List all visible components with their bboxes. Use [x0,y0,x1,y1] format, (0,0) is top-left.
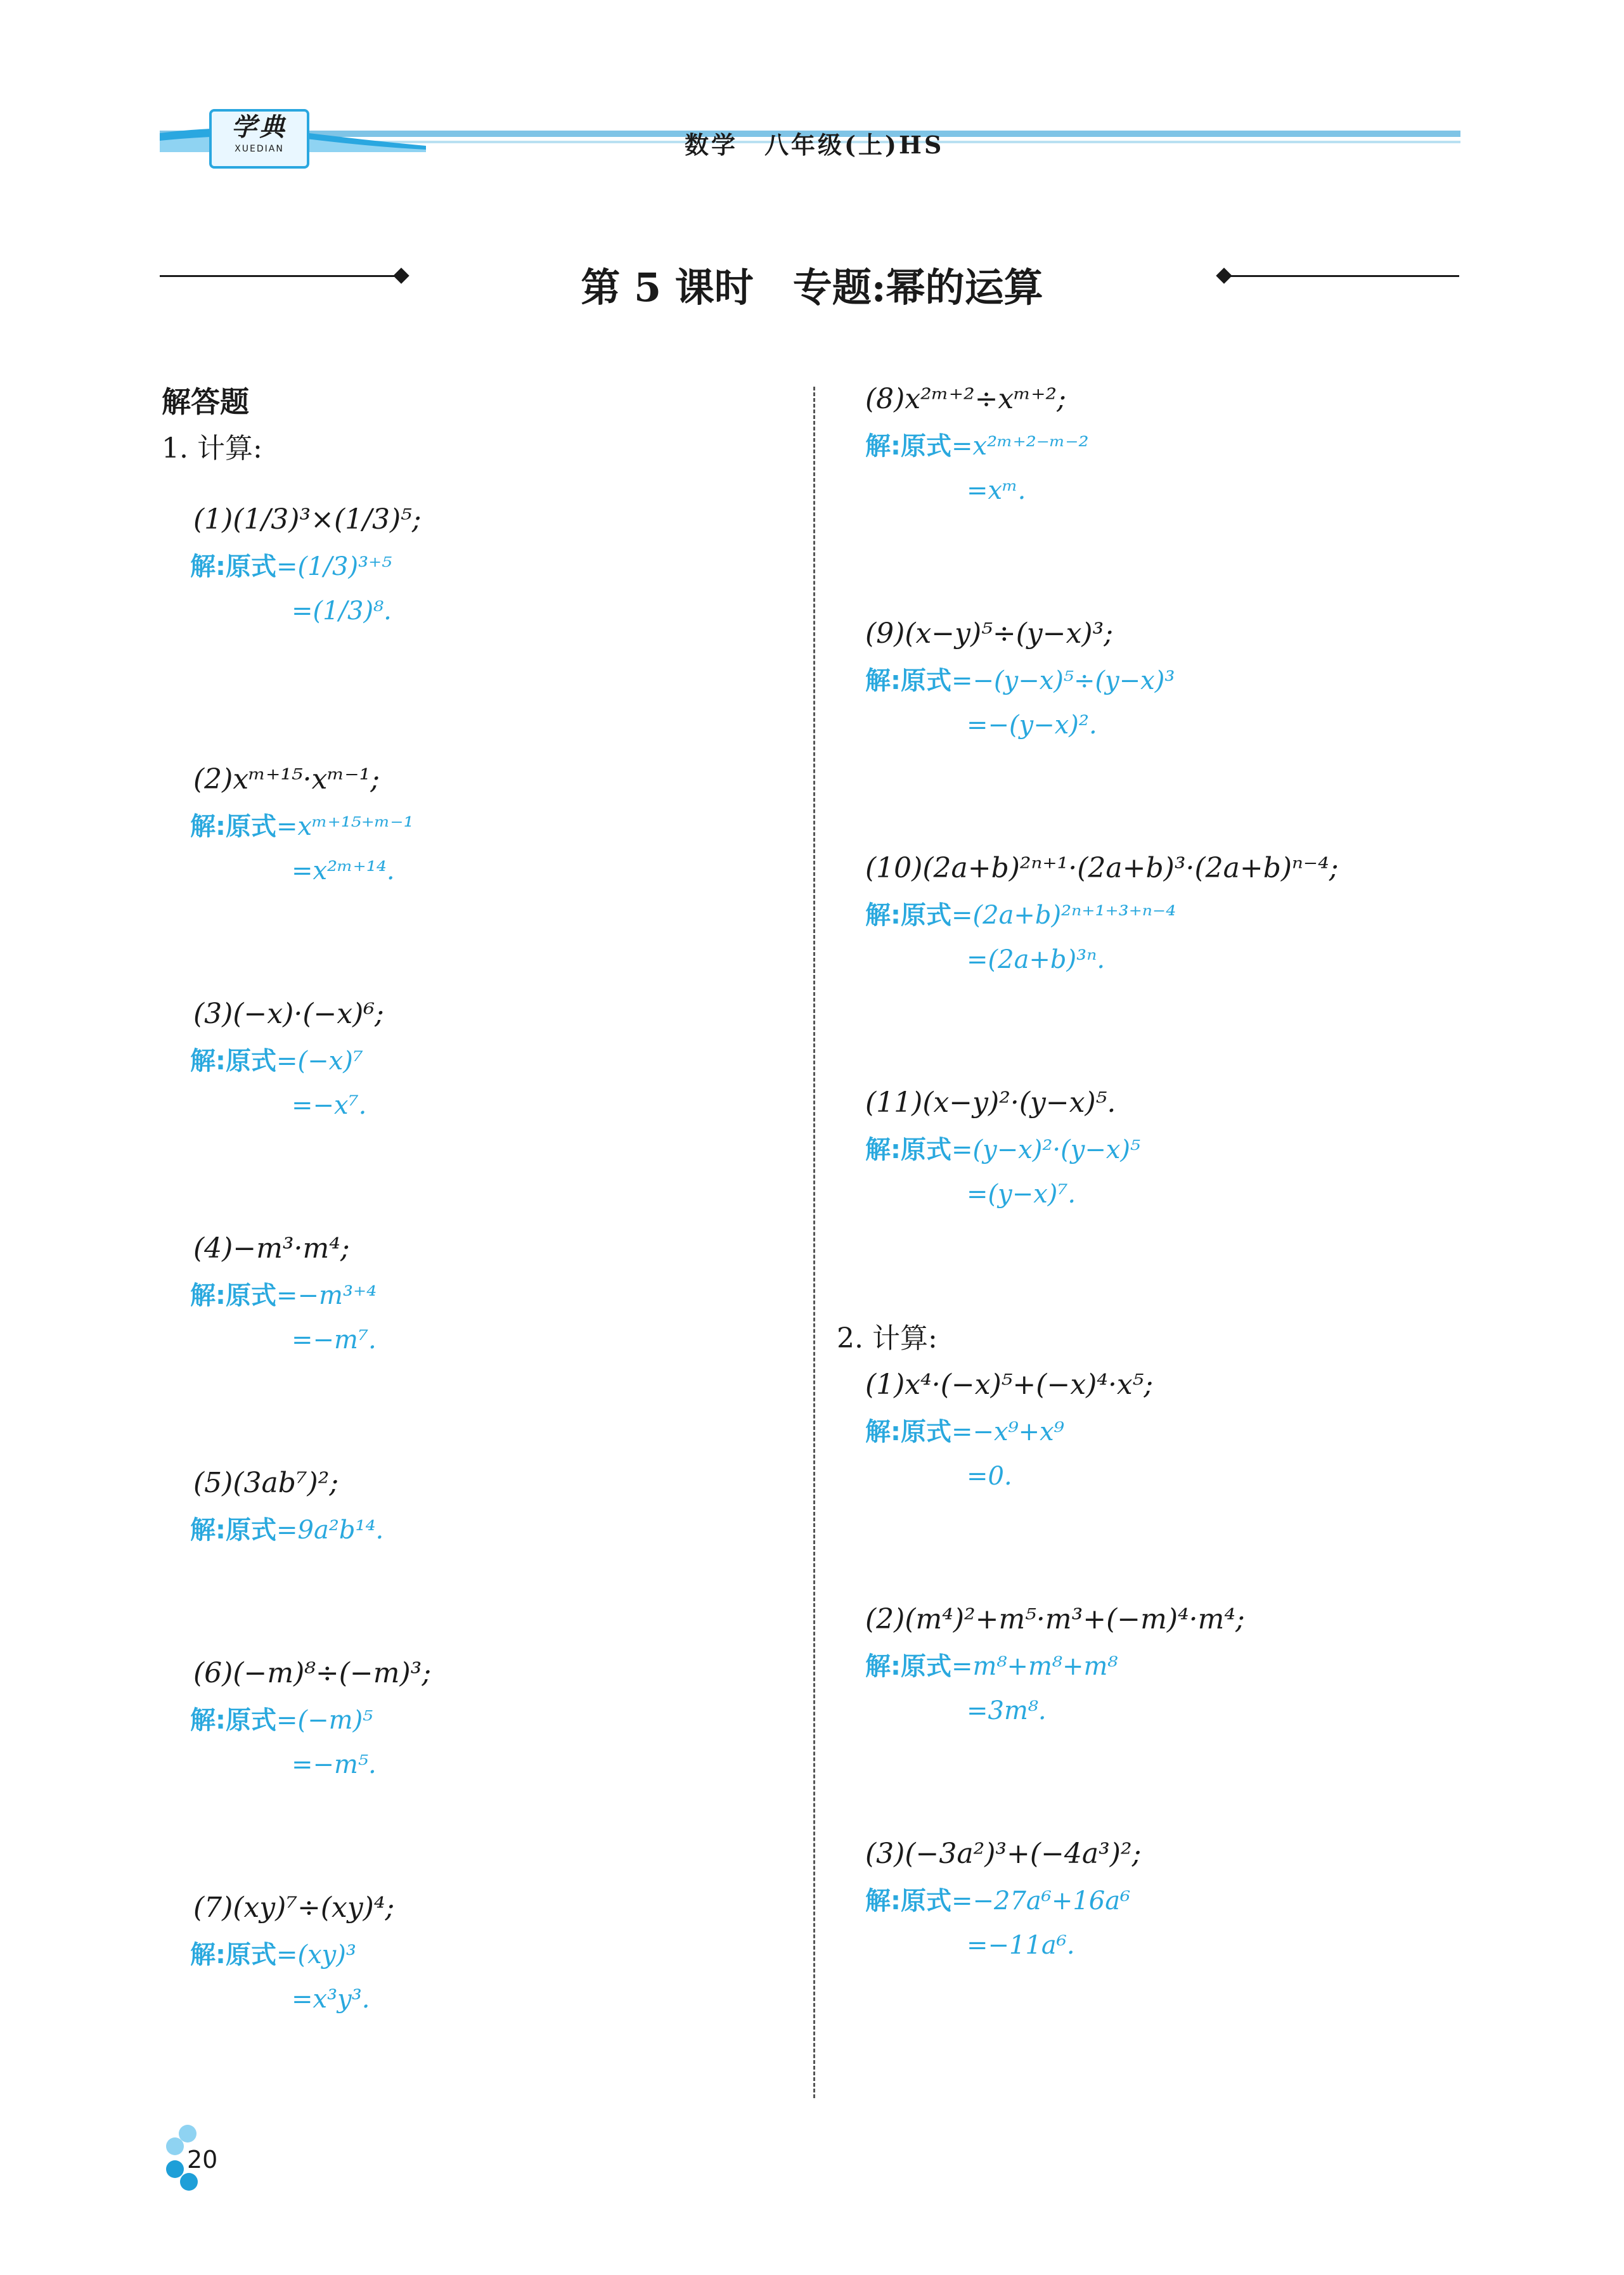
solution-lead: 解:原式 [190,552,276,581]
problem-2-3-question: (3)(−3a²)³+(−4a³)²; [865,1838,1142,1870]
problem-1-5-question: (5)(3ab⁷)²; [193,1467,339,1499]
problem-1-7-question: (7)(xy)⁷÷(xy)⁴; [193,1892,395,1924]
problem-2-3-solution-line-2: =−11a⁶. [967,1931,1075,1960]
problem-1-7-solution-line-1 [190,1936,356,1974]
problem-1-11-question: (11)(x−y)²·(y−x)⁵. [865,1086,1116,1119]
solution-expression: =(−x)⁷ [276,1047,363,1076]
problem-1-8-solution-line-2: =xᵐ. [967,476,1026,505]
problem-2-2-question: (2)(m⁴)²+m⁵·m³+(−m)⁴·m⁴; [865,1603,1245,1635]
page-title: 第 5 课时 专题:幂的运算 [581,264,1043,311]
solution-lead: 解:原式 [865,1135,951,1164]
solution-expression: =(2a+b)²ⁿ⁺¹⁺³⁺ⁿ⁻⁴ [951,901,1176,930]
solution-lead: 解:原式 [190,1281,276,1310]
problem-1-1-solution-line-1 [190,548,392,586]
question-2-label: 2. 计算: [837,1322,938,1355]
problem-1-9-solution-line-2: =−(y−x)². [967,711,1097,740]
problem-1-2-question: (2)xᵐ⁺¹⁵·xᵐ⁻¹; [193,763,380,796]
problem-1-1-question: (1)(1/3)³×(1/3)⁵; [193,503,422,536]
solution-expression: =(y−x)²·(y−x)⁵ [951,1135,1141,1164]
subject-grade-label: 数学 八年级(上)HS [685,131,944,159]
question-1-label: 1. 计算: [162,432,262,465]
hex-decoration [180,2173,198,2191]
problem-1-8-question: (8)x²ᵐ⁺²÷xᵐ⁺²; [865,383,1066,415]
problem-1-5-solution-line-1 [190,1511,383,1549]
solution-lead: 解:原式 [190,1047,276,1076]
problem-1-4-solution-line-1 [190,1277,377,1315]
problem-1-9-solution-line-1 [865,662,1175,700]
solution-lead: 解:原式 [865,666,951,695]
logo [209,109,309,169]
problem-1-2-solution-line-1 [190,808,414,846]
solution-expression: =−x⁹+x⁹ [951,1417,1064,1447]
problem-1-11-solution-line-1 [865,1131,1140,1169]
problem-1-6-solution-line-2: =−m⁵. [292,1750,377,1779]
problem-2-3-solution-line-1 [865,1882,1130,1920]
title-rule-right [1223,275,1459,277]
solution-lead: 解:原式 [865,1652,951,1681]
solution-lead: 解:原式 [865,1886,951,1916]
section-heading: 解答题 [162,385,249,419]
solution-lead: 解:原式 [865,432,951,461]
solution-lead: 解:原式 [190,1706,276,1735]
problem-1-3-question: (3)(−x)·(−x)⁶; [193,998,384,1030]
problem-1-11-solution-line-2: =(y−x)⁷. [967,1180,1076,1209]
solution-expression: =(−m)⁵ [276,1706,373,1735]
solution-expression: =−27a⁶+16a⁶ [951,1886,1131,1916]
problem-1-4-solution-line-2: =−m⁷. [292,1325,377,1355]
solution-lead: 解:原式 [190,1940,276,1969]
problem-1-2-solution-line-2: =x²ᵐ⁺¹⁴. [292,856,395,886]
solution-expression: =x²ᵐ⁺²⁻ᵐ⁻² [951,432,1089,461]
problem-1-7-solution-line-2: =x³y³. [292,1985,370,2014]
problem-1-10-solution-line-2: =(2a+b)³ⁿ. [967,945,1105,974]
solution-expression: =9a²b¹⁴. [276,1516,384,1545]
solution-lead: 解:原式 [190,812,276,841]
problem-1-9-question: (9)(x−y)⁵÷(y−x)³; [865,617,1114,650]
problem-1-3-solution-line-2: =−x⁷. [292,1091,367,1120]
problem-1-4-question: (4)−m³·m⁴; [193,1232,350,1265]
solution-lead: 解:原式 [865,901,951,930]
problem-1-6-solution-line-1 [190,1701,373,1739]
problem-1-1-solution-line-2: =(1/3)⁸. [292,596,392,626]
solution-expression: =m⁸+m⁸+m⁸ [951,1652,1118,1681]
hex-decoration [166,2137,184,2155]
hex-decoration [166,2160,184,2178]
solution-expression: =−m³⁺⁴ [276,1281,377,1310]
problem-2-2-solution-line-1 [865,1647,1118,1685]
problem-1-10-solution-line-1 [865,896,1176,934]
solution-expression: =−(y−x)⁵÷(y−x)³ [951,666,1175,695]
problem-1-10-question: (10)(2a+b)²ⁿ⁺¹·(2a+b)³·(2a+b)ⁿ⁻⁴; [865,852,1339,884]
problem-2-1-question: (1)x⁴·(−x)⁵+(−x)⁴·x⁵; [865,1369,1154,1401]
logo-chinese: 学典 [231,112,287,142]
solution-expression: =xᵐ⁺¹⁵⁺ᵐ⁻¹ [276,812,414,841]
problem-2-1-solution-line-2: =0. [967,1462,1012,1491]
column-divider [813,387,815,2098]
problem-2-2-solution-line-2: =3m⁸. [967,1696,1047,1725]
problem-1-6-question: (6)(−m)⁸÷(−m)³; [193,1657,432,1689]
problem-1-3-solution-line-1 [190,1042,363,1080]
problem-2-1-solution-line-1 [865,1413,1064,1451]
solution-lead: 解:原式 [865,1417,951,1447]
solution-lead: 解:原式 [190,1516,276,1545]
problem-1-8-solution-line-1 [865,427,1089,465]
logo-english: XUEDIAN [235,144,284,154]
solution-expression: =(xy)³ [276,1940,356,1969]
solution-expression: =(1/3)³⁺⁵ [276,552,392,581]
page-number: 20 [187,2146,218,2174]
